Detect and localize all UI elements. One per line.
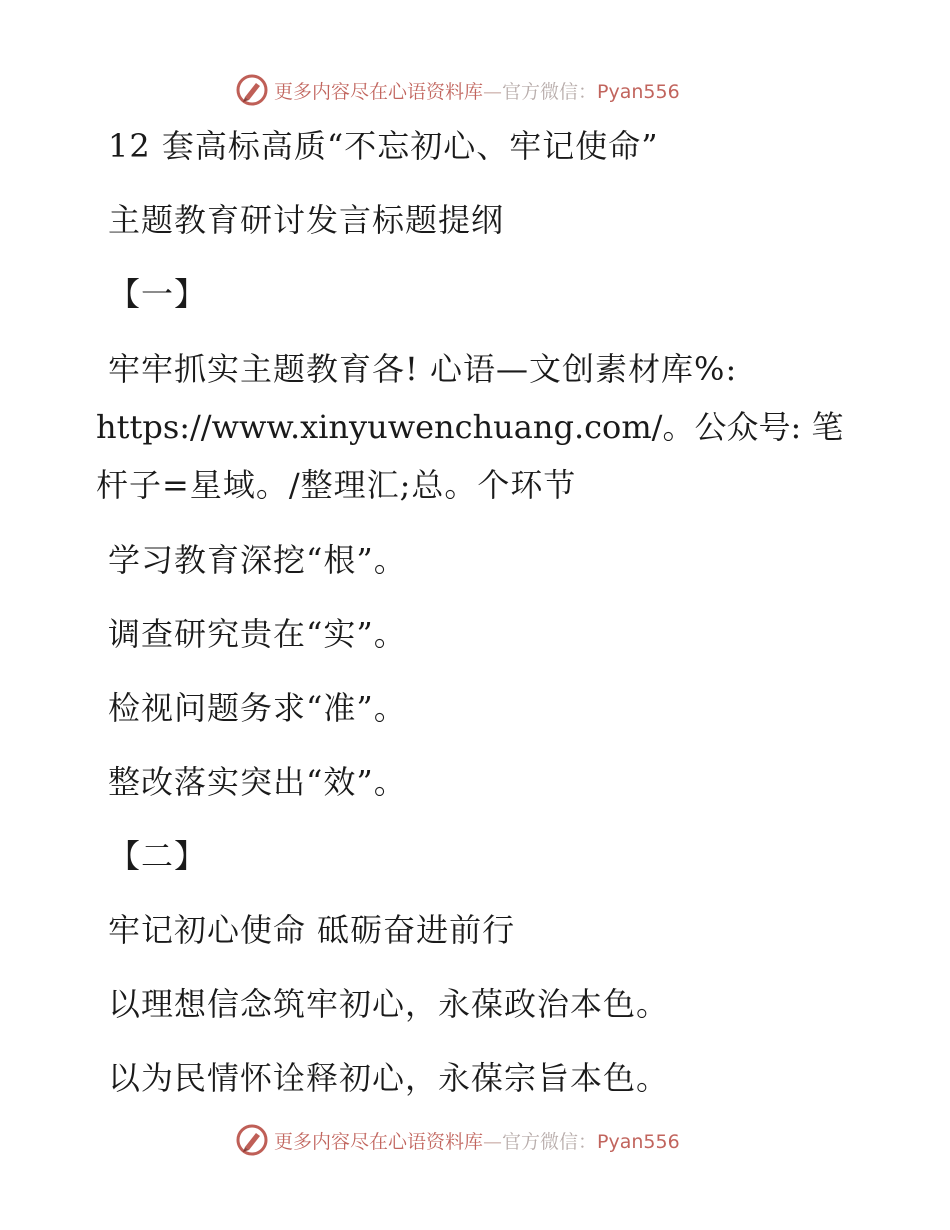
section-2-point-1: 以理想信念筑牢初心，永葆政治本色。: [108, 985, 670, 1023]
header-watermark: [236, 72, 680, 108]
section-1-marker: 【一】: [108, 275, 208, 313]
section-1-point-1: 学习教育深挖“根”。: [108, 541, 407, 579]
title-line-1: 12 套高标高质“不忘初心、牢记使命”: [108, 127, 659, 165]
section-1-point-2: 调查研究贵在“实”。: [108, 615, 407, 653]
section-1-heading-line-1: 牢牢抓实主题教育各! 心语—文创素材库%:: [108, 350, 738, 388]
pen-logo-icon: [236, 74, 268, 106]
section-1-point-3: 检视问题务求“准”。: [108, 689, 407, 727]
section-1-heading-line-3: 杆子=星域。/整理汇;总。个环节: [96, 466, 577, 504]
section-2-point-2: 以为民情怀诠释初心，永葆宗旨本色。: [108, 1059, 670, 1097]
section-1-heading-line-2: https://www.xinyuwenchuang.com/。公众号: 笔: [96, 408, 844, 446]
watermark-text: 更多内容尽在心语资料库—官方微信：Pyan556: [274, 80, 680, 103]
watermark-text: 更多内容尽在心语资料库—官方微信：Pyan556: [274, 1130, 680, 1153]
section-2-heading: 牢记初心使命 砥砺奋进前行: [108, 911, 516, 949]
title-line-2: 主题教育研讨发言标题提纲: [108, 201, 505, 239]
pen-logo-icon: [236, 1124, 268, 1156]
footer-watermark: [236, 1122, 680, 1158]
section-1-point-4: 整改落实突出“效”。: [108, 763, 407, 801]
section-2-marker: 【二】: [108, 837, 208, 875]
